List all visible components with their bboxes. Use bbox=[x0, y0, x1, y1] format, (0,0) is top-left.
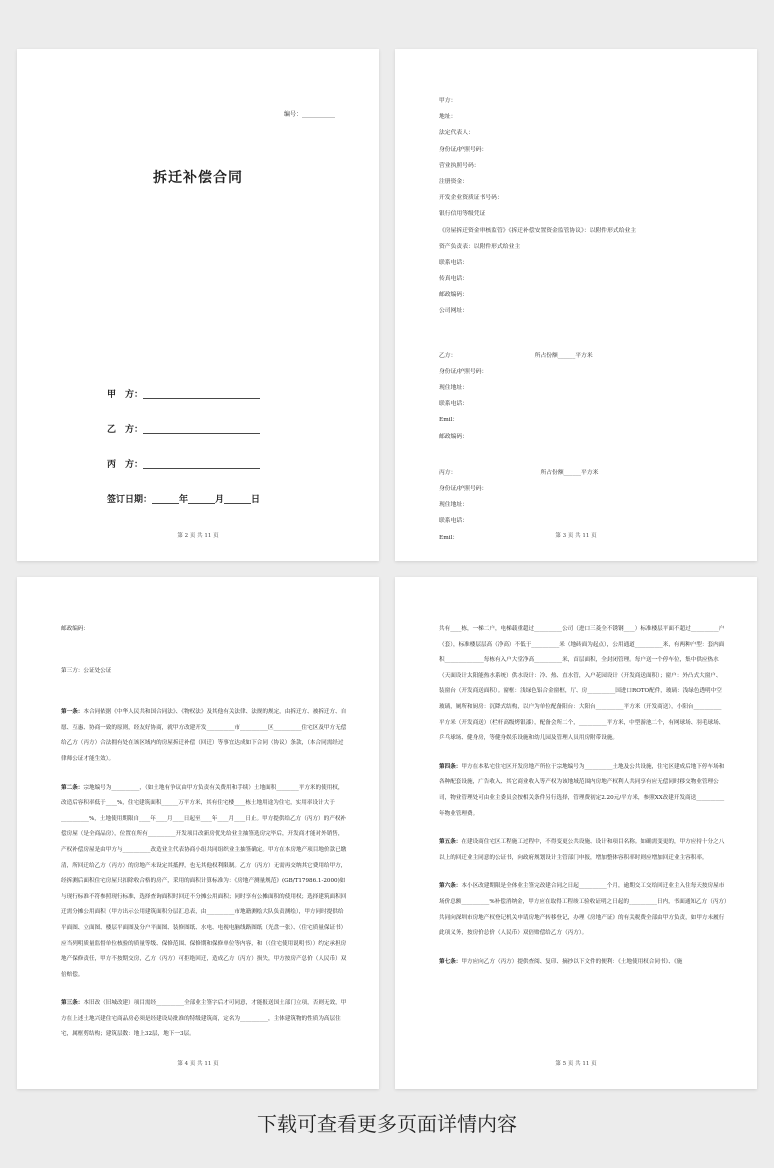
page-number: 第 3 页 共 11 页 bbox=[555, 533, 597, 539]
info-line: 身份证/护照号码： bbox=[439, 485, 488, 492]
page-articles-2 bbox=[395, 577, 757, 1089]
info-line: 现住地址： bbox=[439, 502, 468, 509]
article-text: 宗地编号为__________，（如土地有争议由甲方负责有关费用和手续）土地面积________平方米的使用权，改造后容积率低于____%，住宅建筑面积______万平方米，其有住宅楼____栋土地用途为住宅，实用率设计大于__________%，土地使用期限自____年____月____日起至____年____月____日止。甲方提供给乙方（丙方）的产权补偿房屋（是全商品房），位置在所有__________开发项目改新房优先给业主抽签选房完毕后，开发商才能对外销售，产权补偿房屋是由甲方与__________改造业主代表协商小组共同组织业主抽签确定。甲方在本房地产项目地价款已缴清，所回迁给乙方（丙方）的房地产未设定其抵押，也无其他权利限制。乙方（丙方）无需再交纳其它费用给甲方，经拆测后面积住宅房屋只扣除收合格的房产，采用的面积计算标准为：《房地产测量规范》(GB/T17986.1-2000)如与现行标准不符参照现行标准，选择查询面积时回迁不分摊公用面积；同时享有公摊面积的使用权；选择建筑面积回迁需分摊公用面积（甲方出示公用建筑面积分层汇总表，由__________市地籍测绘大队负责测绘），甲方同时提供给平面图、立面图、楼层平面图及分户平面图、装修图纸、水电、电视电脑线路图纸（光盘一张）、（住宅质量保证书）应当列明质量监督单位核验的质量等级、保修范围、保修期和保修单位等内容，和（（住宅使用说明书））约定承担房地产保修责任，甲方不按期交房，乙方（丙方）可拒绝回迁，造成乙方（丙方）损失，甲方按房产总价（人民币）双倍赔偿。 bbox=[61, 784, 347, 978]
article-text: 甲方在本私宅住宅区开发房地产所位于宗地编号为__________土地及公共设施，住宅区建成后地下停车场和各种配套设施，广告收入、其它商业收入等产权为该地域范围内房地产权利人共同享有应无偿同时移交物业管理公司，物业管理处可由业主委员会按相关条件另行选择，管理费初定2.20元/平方米，参照XX改建开发商送__________年物业管理费。 bbox=[439, 763, 725, 817]
article-5 bbox=[439, 835, 727, 866]
document-number: 编号：___________ bbox=[283, 111, 335, 118]
article-label: 第四条： bbox=[439, 763, 462, 770]
article-1 bbox=[61, 705, 349, 767]
article-7 bbox=[439, 955, 727, 971]
article-2 bbox=[61, 781, 349, 984]
article-label: 第二条： bbox=[61, 784, 84, 791]
party-c-line: 丙 方：__________________________ bbox=[107, 460, 261, 470]
article-text: 本合同依据《中华人民共和国合同法》、《物权法》及其他有关法律、法规的规定，由拆迁方、被拆迁方、自愿、互惠、协商一致的原则，经友好协商，就甲方改建开发__________市__________区__________住宅区及甲方无偿给乙方（丙方）合法拥有处在该区域内的房屋拆迁补偿（回迁）等事宜达成如下合同（协议）条款，（本合同需经过律师公证才能生效）。 bbox=[61, 709, 347, 762]
info-line: 《房屋拆迁资金审核监管》《拆迁补偿安置资金监管协议》：以附件形式给业主 bbox=[439, 227, 637, 234]
article-text: 本旧改（旧城改建）项目需经__________全部业主签字后才可同意，才能报送国土部门立项，否则无效，甲方在上述土地兴建住宅商品房必须是经建设局批准的特级建筑商，定名为__________，主体建筑物的性质为高层住宅，属框剪结构；建筑层数：地上32层，地下一3层。 bbox=[61, 1000, 347, 1038]
info-line: 地址： bbox=[439, 114, 457, 121]
page-number: 第 2 页 共 11 页 bbox=[177, 533, 219, 539]
article-label: 第六条： bbox=[439, 883, 462, 890]
info-line: 法定代表人： bbox=[439, 130, 474, 137]
article-text: 甲方应向乙方（丙方）提供查阅、复印、摘抄以下文件的便利：《土地使用权合同书》、《施 bbox=[461, 958, 683, 965]
article-text: 在建设商住宅区工程施工过程中，不得变更公共设施、设计和项目名称。如确需变更的，甲方应持十分之八以上的回迁业主同意的公证书，向政府规划设计主管部门申报，增加整体容积率时则应增加回迁业主容积率。 bbox=[439, 839, 725, 861]
page-number: 第 4 页 共 11 页 bbox=[177, 1061, 219, 1067]
info-line: 乙方： 所占份额______平方米 bbox=[439, 352, 593, 359]
party-a-line: 甲 方：__________________________ bbox=[107, 390, 261, 400]
info-line: Emil： bbox=[439, 534, 459, 541]
article-label: 第七条： bbox=[439, 958, 462, 965]
article-label: 第一条： bbox=[61, 709, 84, 716]
info-line: 现住地址： bbox=[439, 385, 468, 391]
info-line: 开发企业资质证书号码： bbox=[439, 195, 503, 202]
info-line: 丙方： 所占份额______平方米 bbox=[439, 469, 599, 476]
info-line: 营业执照号码： bbox=[439, 162, 480, 169]
page-party-info bbox=[395, 49, 757, 561]
cover-signature-lines bbox=[107, 387, 260, 527]
contract-title: 拆迁补偿合同 bbox=[153, 170, 243, 186]
article-6 bbox=[439, 879, 727, 941]
info-line: Emil： bbox=[439, 417, 459, 424]
party-b-line: 乙 方：__________________________ bbox=[107, 425, 261, 435]
article-label: 第五条： bbox=[439, 839, 462, 846]
article-text: 本小区改建期限是全体业主签完改建合同之日起__________个月，逾期交工交给回迁业主入住每天按房屋市场价总额__________%补偿消纳金，甲方应在取得工程竣工验收证明之日起的__________日内，书面通知乙方（丙方）共同向深圳市房地产权登记机关申请房地产转移登记，办理《房地产证》的有关税费全部由甲方负责，如甲方未履行此项义务，按房价总价（人民币）双倍赔偿给乙方（丙方）。 bbox=[439, 883, 727, 937]
signing-date-line: 签订日期：______年______月______日 bbox=[107, 495, 261, 505]
article-label: 第三条： bbox=[61, 1000, 84, 1007]
info-line: 身份证/护照号码： bbox=[439, 368, 488, 375]
info-line: 银行信用等级凭证 bbox=[439, 211, 486, 218]
article-body bbox=[61, 622, 349, 1056]
article-3-continued: 共有____栋，一梯二户，电梯载重超过__________公司（进口三菱全不锈钢____）标准楼层平面不超过__________户（套），标准楼层层高（净高）不低于__________米（地砖面为起点），公用通道__________米，有两种户型：套内面积______________每栋有入户大堂净高__________米，首层面积，全封闭管理。每户送一个停车位，集中供应热水（天面设计太阳能热水系统）供水设计：冷、热、直水管，入户花园设计（开发商送面积）；窗户：外凸式大窗户、装窗台（开发商送面积）。窗框：浅绿色铝合金窗框，厅、房__________国进口ROTO配件，玻璃：浅绿色透明中空玻璃，厕所和厨房：沉降式结构，以户为单位配备阳台：大阳台__________平方米（开发商送），小阳台__________平方米（开发商送）（栏杆高级烤银漆），配备会所二个，__________平方米，中型游池二个，有网球场、羽毛球场、乒乓球场、健身房，等健身娱乐设施和幼儿园及管理人员用房附带设施。 bbox=[439, 626, 725, 742]
article-3 bbox=[61, 996, 349, 1043]
party-info-block bbox=[439, 95, 727, 548]
info-line: 联系电话： bbox=[439, 401, 468, 408]
info-line: 联系电话： bbox=[439, 518, 468, 525]
info-line: 资产负责表：以附件形式给业主 bbox=[439, 243, 521, 250]
article-body bbox=[439, 622, 727, 970]
info-line: 联系电话： bbox=[439, 259, 468, 266]
info-line: 公司网址： bbox=[439, 308, 468, 315]
info-line: 邮政编码： bbox=[439, 292, 468, 299]
info-line: 身份证/护照号码： bbox=[439, 146, 488, 153]
info-line: 传真电话： bbox=[439, 276, 468, 283]
info-line: 甲方： bbox=[439, 98, 457, 104]
info-line: 邮政编码： bbox=[439, 433, 468, 440]
page-articles-1 bbox=[17, 577, 379, 1089]
zip-code-line: 邮政编码： bbox=[61, 626, 89, 632]
third-party-line: 第三方：公证处公证 bbox=[61, 667, 112, 674]
page-cover bbox=[17, 49, 379, 561]
download-more-caption[interactable]: 下载可查看更多页面详情内容 bbox=[257, 1112, 517, 1136]
page-number: 第 5 页 共 11 页 bbox=[555, 1061, 597, 1067]
info-line: 注册资金： bbox=[439, 178, 468, 185]
article-4 bbox=[439, 760, 727, 822]
